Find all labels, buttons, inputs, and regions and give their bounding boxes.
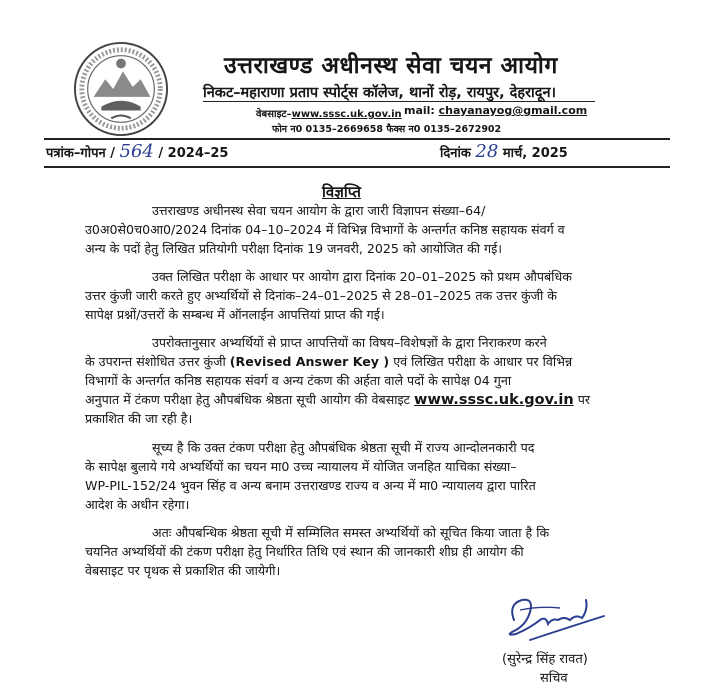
website-line (256, 106, 402, 120)
handwritten-signature (500, 590, 610, 650)
mail-line (404, 104, 587, 117)
body-line: के सापेक्ष बुलाये गये अभ्यर्थियों का चयन मा0 उच्च न्यायालय में योजित जनहित याचिका संख्या– (85, 459, 517, 474)
body-line: उक्त लिखित परीक्षा के आधार पर आयोग द्वारा दिनांक 20–01–2025 को प्रथम औपबंधिक (152, 269, 572, 284)
body-text: एवं लिखित परीक्षा के आधार पर विभिन्न (393, 354, 573, 369)
signatory-name: (सुरेन्द्र सिंह रावत) (502, 652, 588, 667)
website-label: वेबसाइट– (256, 109, 292, 120)
body-line: WP-PIL-152/24 भुवन सिंह व अन्य बनाम उत्तराखण्ड राज्य व अन्य में मा0 न्यायालय द्वारा पारित (85, 478, 536, 493)
address-underline (203, 101, 595, 102)
commission-address: निकट–महाराणा प्रताप स्पोर्ट्स कॉलेज, थानों रोड़, रायपुर, देहरादून। (203, 85, 556, 101)
body-line: उत्तराखण्ड अधीनस्थ सेवा चयन आयोग के द्वारा जारी विज्ञापन संख्या–64/ (152, 203, 486, 218)
notice-website-link[interactable]: www.sssc.uk.gov.in (414, 392, 574, 408)
body-line: आदेश के अधीन रहेगा। (85, 497, 190, 512)
reference-number (46, 141, 228, 162)
body-line: अन्य के पदों हेतु लिखित प्रतियोगी परीक्षा दिनांक 19 जनवरी, 2025 को आयोजित की गई। (85, 241, 503, 256)
notice-title: विज्ञप्ति (322, 183, 361, 201)
signatory-designation: सचिव (540, 671, 568, 686)
body-text: अनुपात में टंकण परीक्षा हेतु औपबंधिक श्रेष्ठता सूची आयोग की वेबसाइट (85, 392, 411, 407)
website-link[interactable]: www.sssc.uk.gov.in (291, 109, 402, 120)
mail-label: mail: (404, 104, 439, 117)
mail-link[interactable]: chayanayog@gmail.com (438, 104, 588, 117)
body-line: सूच्य है कि उक्त टंकण परीक्षा हेतु औपबंधिक श्रेष्ठता सूची में राज्य आन्दोलनकारी पद (152, 440, 535, 455)
body-line: सापेक्ष प्रश्नों/उत्तरों के सम्बन्ध में ऑनलाईन आपत्तियां प्राप्त की गई। (85, 307, 385, 322)
handwritten-ref-number: 564 (119, 141, 154, 162)
reference-year: / 2024–25 (158, 146, 229, 161)
body-line: उ0अ0से0च0आ0/2024 दिनांक 04–10–2024 में विभिन्न विभागों के अन्तर्गत कनिष्ठ सहायक संवर्ग व (85, 222, 565, 237)
reference-prefix: पत्रांक–गोपन / (46, 146, 115, 161)
body-line (85, 353, 572, 371)
body-line: प्रकाशित की जा रही है। (85, 411, 193, 426)
commission-logo (72, 40, 170, 138)
revised-answer-key-text: (Revised Answer Key ) (229, 354, 390, 369)
reference-divider (44, 166, 670, 168)
body-line: वेबसाइट पर पृथक से प्रकाशित की जायेगी। (85, 563, 281, 578)
body-line: विभागों के अन्तर्गत कनिष्ठ सहायक संवर्ग व अन्य टंकण की अर्हता वाले पदों के सापेक्ष 04 गुना (85, 373, 512, 388)
body-line: उत्तर कुंजी जारी करते हुए अभ्यर्थियों से दिनांक–24–01–2025 से 28–01–2025 तक उत्तर कुंजी के (85, 288, 557, 303)
date-month-year: मार्च, 2025 (502, 146, 568, 161)
body-line: उपरोक्तानुसार अभ्यर्थियों से प्राप्त आपत्तियों का विषय–विशेषज्ञों के द्वारा निराकरण करने (152, 335, 547, 350)
commission-title: उत्तराखण्ड अधीनस्थ सेवा चयन आयोग (224, 53, 558, 79)
body-text: के उपरान्त संशोधित उत्तर कुंजी (85, 354, 226, 369)
body-line: चयनित अभ्यर्थियों की टंकण परीक्षा हेतु निर्धारित तिथि एवं स्थान की जानकारी शीघ्र ही आयोग की (85, 544, 524, 559)
reference-date (440, 141, 568, 162)
phone-fax-line: फोन न0 0135–2669658 फैक्स न0 0135–2672902 (272, 124, 502, 135)
body-text: पर (577, 392, 591, 407)
handwritten-day: 28 (475, 141, 499, 162)
header-divider (44, 138, 670, 140)
body-line: अतः औपबन्धिक श्रेष्ठता सूची में सम्मिलित समस्त अभ्यर्थियों को सूचित किया जाता है कि (152, 525, 550, 540)
date-label: दिनांक (440, 146, 471, 161)
body-line (85, 391, 590, 409)
